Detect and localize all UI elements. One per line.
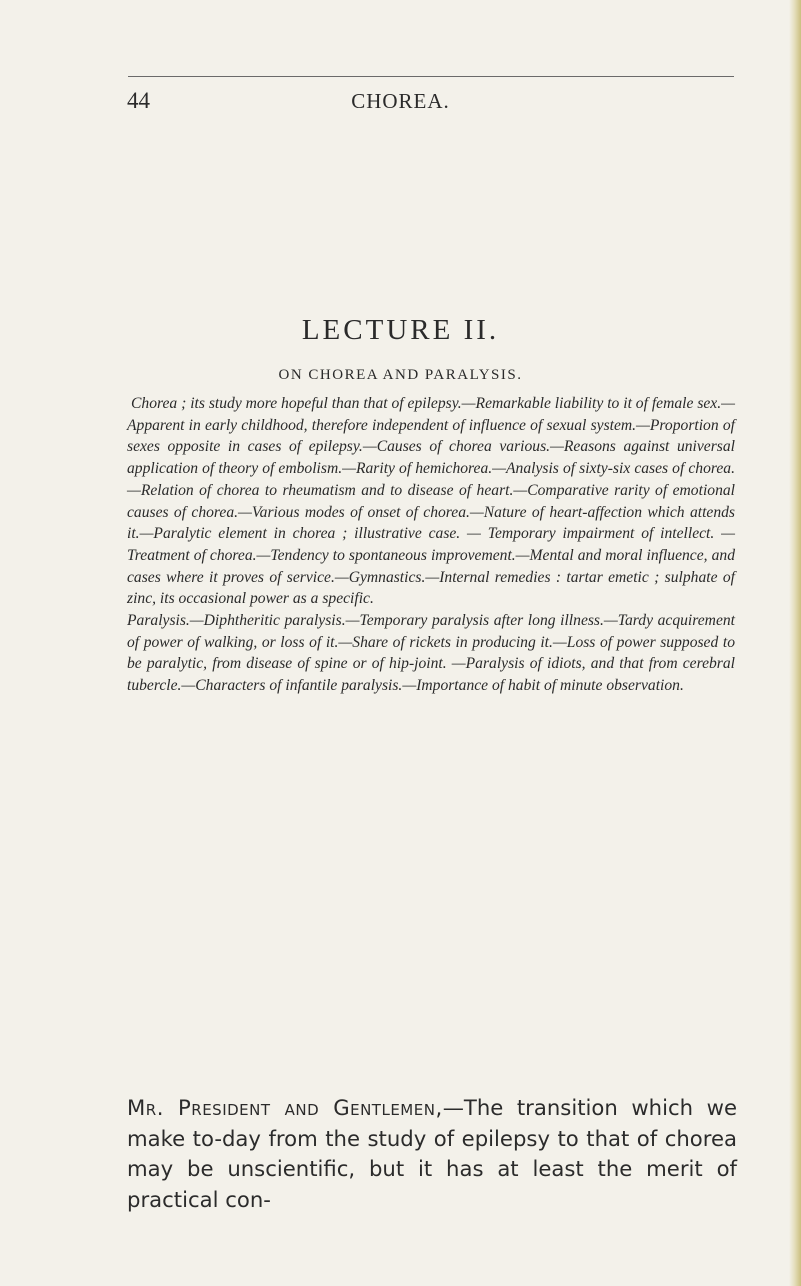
body-paragraph — [127, 1093, 737, 1215]
page-edge-shadow — [789, 0, 801, 1286]
lecture-title: LECTURE II. — [301, 314, 500, 346]
page-number: 44 — [127, 88, 150, 113]
lecture-synopsis — [127, 393, 735, 697]
body-text: —The transition which we make to-day from the study of epilepsy to that of chorea may be unscientific, but it has at least the merit of practical con- — [127, 1095, 737, 1212]
header-rule — [128, 76, 734, 77]
synopsis-paralysis: Paralysis.—Diphtheritic paralysis.—Temporary paralysis after long illness.—Tardy acquirement of power of walking, or loss of it.—Share of rickets in producing it.—Loss of power supposed to be paralytic, from disease of spine or of hip-joint. —Paralysis of idiots, and that from cerebral tubercle.—Characters of infantile paralysis.—Importance of habit of minute observation. — [127, 612, 735, 695]
salutation: Mr. President and Gentlemen, — [127, 1095, 443, 1120]
lecture-subtitle: ON CHOREA AND PARALYSIS. — [278, 367, 523, 383]
synopsis-chorea: Chorea ; its study more hopeful than that of epilepsy.—Remarkable liability to it of female sex.—Apparent in early childhood, therefore independent of influence of sexual system.—Proportion of sexes opposite in cases of epilepsy.—Causes of chorea various.—Reasons against universal application of theory of embolism.—Rarity of hemichorea.—Analysis of sixty-six cases of chorea.—Relation of chorea to rheumatism and to disease of heart.—Comparative rarity of emotional causes of chorea.—Various modes of onset of chorea.—Nature of heart-affection which attends it.—Paralytic element in chorea ; illustrative case. — Temporary impairment of intellect. — Treatment of chorea.—Tendency to spontaneous improvement.—Mental and moral influence, and cases where it proves of service.—Gymnastics.—Internal remedies : tartar emetic ; sulphate of zinc, its occasional power as a specific. — [127, 395, 735, 608]
running-head: CHOREA. — [351, 89, 450, 113]
